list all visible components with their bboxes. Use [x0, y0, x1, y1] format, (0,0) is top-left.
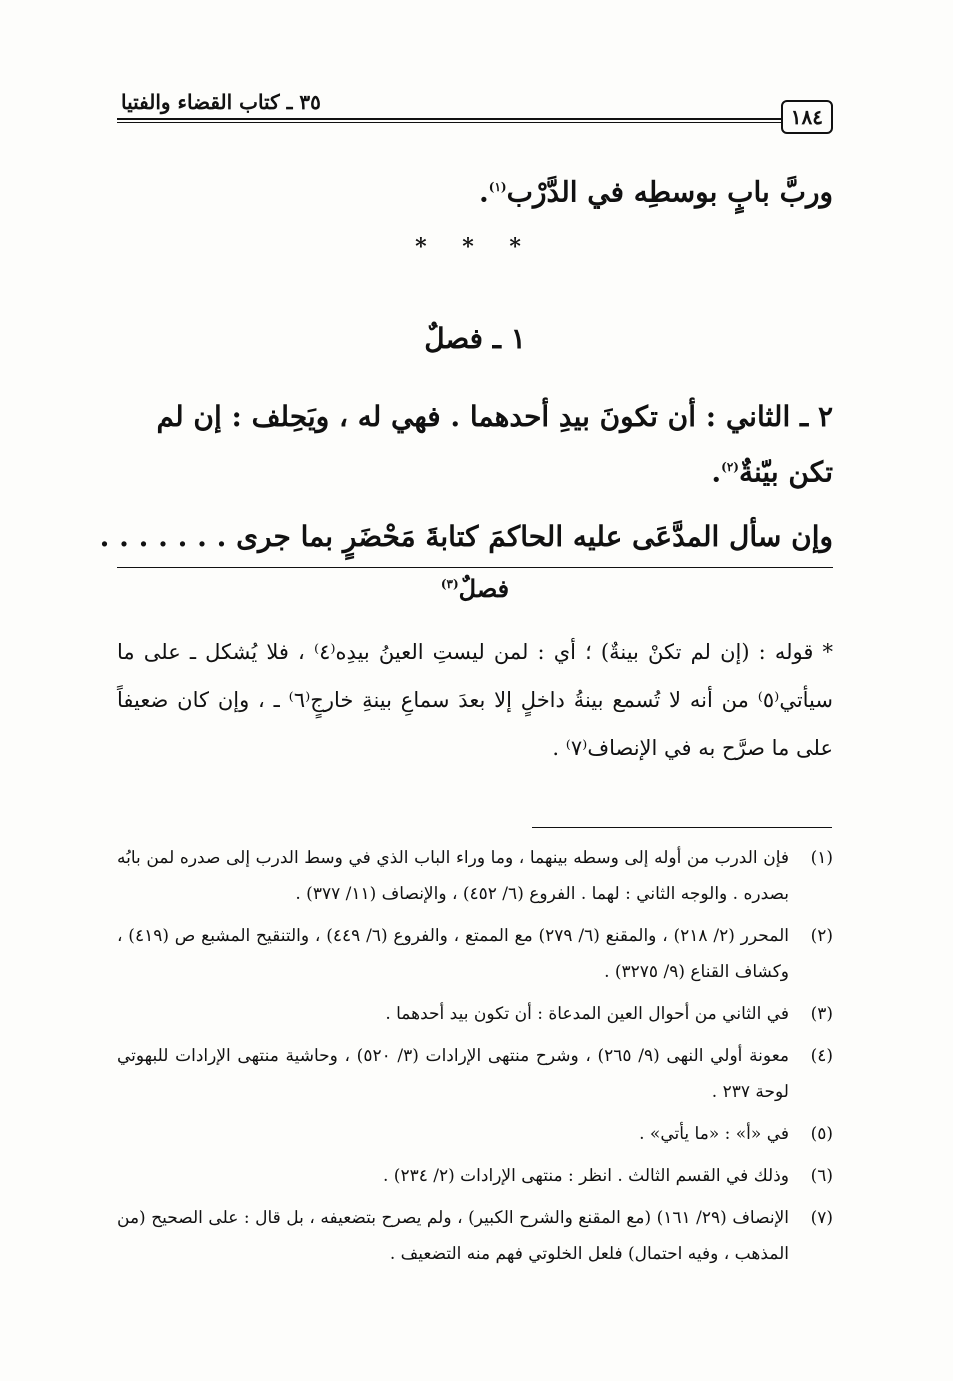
commentary-paragraph: * قوله : (إن لم تكنْ بينةٌ) ؛ أي : لمن ليستِ العينُ بيدِه⁽٤⁾ ، فلا يُشكل ـ على ما سيأتي⁽٥⁾ من أنه لا تُسمع بينةُ داخلٍ إلا بعدَ سماعِ بينةِ خارجٍ⁽٦⁾ ـ ، وإن كان ضعيفاً على ما صرَّح به في الإنصاف⁽٧⁾ .	[117, 640, 834, 760]
page-header	[117, 88, 833, 136]
footnote-text: الإنصاف (٢٩/ ١٦١) (مع المقنع والشرح الكبير) ، ولم يصرح بتضعيفه ، بل قال : على الصحيح (من المذهب ، وفيه احتمال) فلعل الخلوتي فهم منه التضعيف .	[117, 1208, 790, 1264]
footnotes	[117, 840, 833, 1278]
header-rule	[117, 118, 833, 123]
commentary-heading-text: فصلٌ	[458, 574, 510, 603]
footnote-text: في «أ» : «ما يأتي» .	[639, 1124, 789, 1144]
footnotes-rule	[532, 827, 832, 828]
footnote	[117, 918, 833, 990]
page-number: ١٨٤	[781, 100, 833, 134]
footnote-text: المحرر (٢/ ٢١٨) ، والمقنع (٦/ ٢٧٩) مع الممتع ، والفروع (٦/ ٤٤٩) ، والتنقيح المشبع ص (٤١٩) ، وكشاف القناع (٩/ ٣٢٧٥) .	[117, 926, 789, 982]
matn-paragraph-2-text: ٢ ـ الثاني : أن تكونَ بيدِ أحدهما . فهي له ، ويَحِلف : إن لم تكن بيّنةٌ	[156, 400, 833, 489]
footnote-ref-2[interactable]: (٢)	[721, 460, 739, 474]
matn-line-1	[117, 162, 833, 217]
footnote-text: في الثاني من أحوال العين المدعاة : أن تكون بيد أحدهما .	[385, 1004, 789, 1024]
footnote	[117, 1038, 833, 1110]
footnote-number: (٤)	[810, 1046, 833, 1066]
footnote-number: (٣)	[810, 1004, 833, 1024]
matn-line-1-end: .	[479, 175, 489, 209]
commentary-heading	[117, 574, 833, 603]
footnote	[117, 1116, 833, 1152]
footnote	[117, 840, 833, 912]
matn-separator-rule	[117, 567, 833, 568]
footnote	[117, 996, 833, 1032]
footnote-text: وذلك في القسم الثالث . انظر : منتهى الإرادات (٢/ ٢٣٤) .	[383, 1166, 789, 1186]
footnote-number: (٥)	[810, 1124, 833, 1144]
footnote-number: (٦)	[810, 1166, 833, 1186]
footnote-number: (١)	[810, 848, 833, 868]
section-heading: ١ ـ فصلٌ	[424, 322, 526, 355]
matn-paragraph-2	[117, 392, 833, 497]
footnote	[117, 1200, 833, 1272]
chapter-title: ٣٥ ـ كتاب القضاء والفتيا	[117, 88, 321, 116]
section-divider-stars: * * *	[415, 234, 535, 260]
footnote-ref-1[interactable]: (١)	[488, 180, 507, 194]
matn-line-3: وإن سأل المدَّعَى عليه الحاكمَ كتابةَ مَحْضَرٍ بما جرى . . . . . . .	[99, 520, 833, 553]
footnote-number: (٢)	[810, 926, 833, 946]
footnote-text: فإن الدرب من أوله إلى وسطه بينهما ، وما وراء الباب الذي في وسط الدرب إلى صدره لمن بابُه بصدره . والوجه الثاني : لهما . الفروع (٦/ ٤٥٢) ، والإنصاف (١١/ ٣٧٧) .	[117, 848, 789, 904]
matn-line-1-text: وربَّ بابٍ بوسطِه في الدَّرْب	[506, 175, 833, 209]
footnote-ref-3[interactable]: (٣)	[440, 577, 459, 591]
footnote	[117, 1158, 833, 1194]
footnote-text: معونة أولي النهى (٩/ ٢٦٥) ، وشرح منتهى الإرادات (٣/ ٥٢٠) ، وحاشية منتهى الإرادات للبهوتي لوحة ٢٣٧ .	[117, 1046, 790, 1102]
footnote-number: (٧)	[810, 1208, 833, 1228]
matn-paragraph-2-end: .	[711, 455, 722, 489]
